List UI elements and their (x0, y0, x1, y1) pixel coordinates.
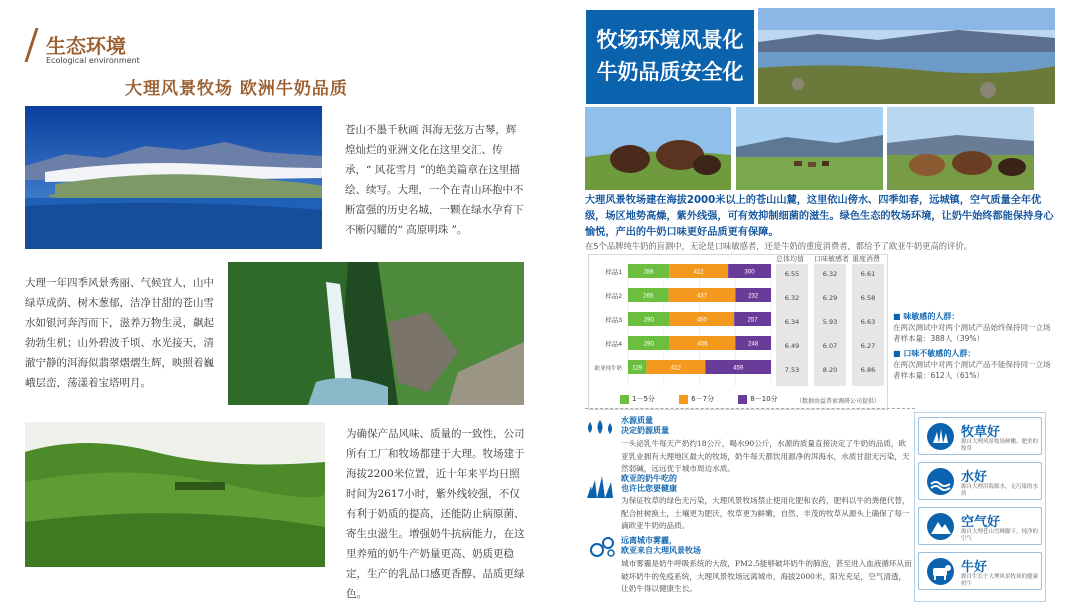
feature-water-heading: 水源质量 决定奶源质量 (621, 416, 669, 435)
feature-grass-body: 为保证牧草的绿色无污染，大理风景牧场禁止使用化肥和农药，肥料以牛的粪便代替，配合桩树换土，土壤更为肥沃，牧草更为鲜嫩，自然、丰茂的牧草从源头上确保了每一滴欧亚牛奶的品质。 (621, 496, 910, 530)
legend-item-1: 1－5分 (620, 395, 655, 403)
info-taste-sensitive (893, 311, 1053, 344)
section-divider (585, 408, 915, 409)
grass-icon (587, 476, 617, 498)
grass-icon (927, 423, 954, 450)
score-value: 6.63 (860, 318, 876, 326)
category-label: 样品2 (605, 293, 622, 300)
feature-grass-heading: 欧亚的奶牛吃的 也许比您要健康 (621, 474, 677, 493)
photo-cows-closeup (585, 107, 731, 190)
score-column (814, 264, 846, 386)
bar-value-label: 300 (744, 269, 755, 276)
feature-water-body: 一头泌乳牛每天产奶约18公斤，喝水90公斤，水源的质量直接决定了牛奶的品质，欧亚乳业拥有大理地区最大的牧场，奶牛每天都饮用源净的洱海水，水质甘甜无污染，天然弱碱，远远优于城市周边水质。 (621, 439, 910, 473)
score-column (852, 264, 884, 386)
hero-title-line2: 牛奶品质安全化 (596, 60, 744, 84)
paragraph-ranch: 为确保产品风味、质量的一致性，公司所有工厂和牧场都建于大理。牧场建于海拔2200米位置，近十年来平均日照时间为2617小时，紫外线较强，不仅有利于奶质的提高，还能防止病原菌、寄生虫滋生。增强奶牛抗病能力，在这里养殖的奶牛产奶量更高、奶质更稳定，生产的乳品口感更香醇、品质更绿色。 (346, 428, 525, 600)
bar-value-label: 232 (748, 293, 759, 300)
score-value: 6.58 (860, 294, 876, 302)
bar-value-label: 437 (697, 293, 708, 300)
chart-legend (620, 394, 790, 406)
photo-aerial-lake (25, 106, 322, 249)
feature-list (585, 412, 915, 602)
score-value: 6.49 (784, 342, 800, 350)
category-label: 样品3 (605, 317, 622, 324)
bar-value-label: 129 (632, 365, 643, 372)
legend-item-3: 8－10分 (738, 395, 777, 403)
bar-value-label: 248 (748, 341, 759, 348)
photo-cows-grazing (887, 107, 1034, 190)
bar-value-label: 265 (643, 293, 654, 300)
ranch-intro-text: 大理风景牧场建在海拔2000米以上的苍山山麓，这里依山傍水、四季如春，远城镇，空气质量全年优级，场区地势高燥，紫外线强，可有效抑制细菌的滋生。绿色生态的牧场环境，让奶牛始终都能保持身心愉悦，产出的牛奶口味更好品质更有保障。 (585, 195, 1054, 238)
col-header-overall: 总体均值 (776, 255, 804, 263)
badge-grass-desc: 源自大理风景牧场鲜嫩、肥美的牧草 (961, 439, 1039, 452)
photo-cows-pasture (736, 107, 883, 190)
legend-item-2: 6－7分 (679, 395, 714, 403)
bar-value-label: 288 (643, 269, 654, 276)
info-nonsensitive-body: 在两次测试中对两个测试产品不能保持同一立场者样本量：612人（61%） (893, 360, 1051, 380)
score-value: 6.55 (784, 270, 800, 278)
badge-cow-desc: 源自生长于大理风景牧场的健康奶牛 (961, 574, 1039, 587)
score-column-headers (776, 254, 884, 264)
cow-icon (927, 558, 954, 585)
badge-cow-title: 牛好 (961, 560, 988, 575)
photo-waterfall (228, 262, 524, 405)
photo-grassland (25, 422, 325, 567)
col-header-sensitive: 口味敏感者 (814, 255, 849, 263)
score-value: 6.61 (860, 270, 876, 278)
hero-title-line1: 牧场环境风景化 (596, 28, 744, 52)
score-column (776, 264, 808, 386)
score-value: 7.53 (784, 366, 800, 374)
badge-air (918, 507, 1042, 545)
badge-air-title: 空气好 (961, 515, 1001, 530)
section-subtitle: Ecological environment (46, 56, 140, 65)
hero-title-box (586, 10, 754, 104)
score-columns (776, 264, 884, 384)
page-headline: 大理风景牧场 欧洲牛奶品质 (125, 79, 348, 99)
badge-water-title: 水好 (961, 470, 988, 485)
badge-cow (918, 552, 1042, 590)
badge-grass-title: 牧草好 (961, 425, 1001, 440)
badge-air-desc: 源自大理苍山雪峰脚下，纯净的空气 (961, 529, 1039, 542)
bar-value-label: 290 (643, 317, 654, 324)
score-value: 5.93 (822, 318, 838, 326)
chart-source-note: （数据由益普索调研公司提供） (796, 398, 881, 405)
air-bubbles-icon (589, 536, 617, 558)
score-value: 6.86 (860, 366, 876, 374)
badge-grass (918, 417, 1042, 455)
score-value: 6.07 (822, 342, 838, 350)
badge-water (918, 462, 1042, 500)
bar-value-label: 459 (733, 365, 744, 372)
score-value: 6.29 (822, 294, 838, 302)
bar-value-label: 412 (670, 365, 681, 372)
water-drops-icon (585, 418, 617, 438)
score-value: 6.34 (784, 318, 800, 326)
bar-value-label: 257 (747, 317, 758, 324)
feature-air-body: 城市雾霾是奶牛呼吸系统的大敌，PM2.5能够破坏奶牛的肺泡，甚至进入血液循环从而破坏奶牛的免疫系统，大理风景牧场远离城市，海拔2000米，阳光充足，空气清透，让奶牛得以健康生长。 (621, 559, 912, 593)
info-sensitive-title: ■ 味敏感的人群： (893, 312, 960, 321)
bar-value-label: 290 (643, 341, 654, 348)
col-header-heavy: 重度消费 (852, 255, 880, 263)
section-title: 生态环境 (46, 34, 126, 58)
title-slash-decoration (24, 28, 38, 62)
category-label: 样品4 (605, 341, 622, 348)
paragraph-scenery: 大理一年四季风景秀丽、气候宜人，山中绿草成荫、树木葱郁，洁净甘甜的苍山雪水如银河奔泻而下，滋养万物生灵，飙起勃勃生机；山外碧波千顷、水光接天，清澈宁静的洱海似翡翠熠熠生辉，映照着巍峨层峦，荡漾着宝塔明月。 (25, 277, 214, 389)
photo-lake-panorama (758, 8, 1055, 104)
score-value: 6.32 (784, 294, 800, 302)
score-value: 8.20 (822, 366, 838, 374)
bar-value-label: 450 (696, 317, 707, 324)
mountain-icon (927, 513, 954, 540)
bar-value-label: 412 (693, 269, 704, 276)
water-icon (927, 468, 954, 495)
info-sensitive-body: 在两次测试中对两个测试产品始终保持同一立场者样本量：388人（39%） (893, 323, 1051, 343)
category-label: 样品1 (605, 269, 622, 276)
info-taste-nonsensitive (893, 348, 1053, 381)
score-value: 6.27 (860, 342, 876, 350)
chart-caption: 在5个品牌纯牛奶的盲测中，无论是口味敏感者，还是牛奶的重度消费者，都给予了欧亚牛奶更高的评价。 (585, 241, 972, 251)
bar-value-label: 456 (697, 341, 708, 348)
category-label: 欧亚纯牛奶 (594, 366, 622, 372)
paragraph-intro: 苍山不墨千秋画 洱海无弦万古琴，辉煌灿烂的亚洲文化在这里交汇、传承，“ 风花雪月 ”的绝美篇章在这里描绘、续写。大理，一个在青山环抱中不断富强的历史名城，一颗在绿水孕育下不断闪耀的“ 高原明珠 ”。 (345, 124, 524, 236)
badge-water-desc: 源自大理洱海源水，无污染的水质 (961, 484, 1039, 497)
feature-air-heading: 远离城市雾霾， 欧亚来自大理风景牧场 (621, 536, 701, 555)
score-value: 6.32 (822, 270, 838, 278)
info-nonsensitive-title: ■ 口味不敏感的人群： (893, 349, 976, 358)
